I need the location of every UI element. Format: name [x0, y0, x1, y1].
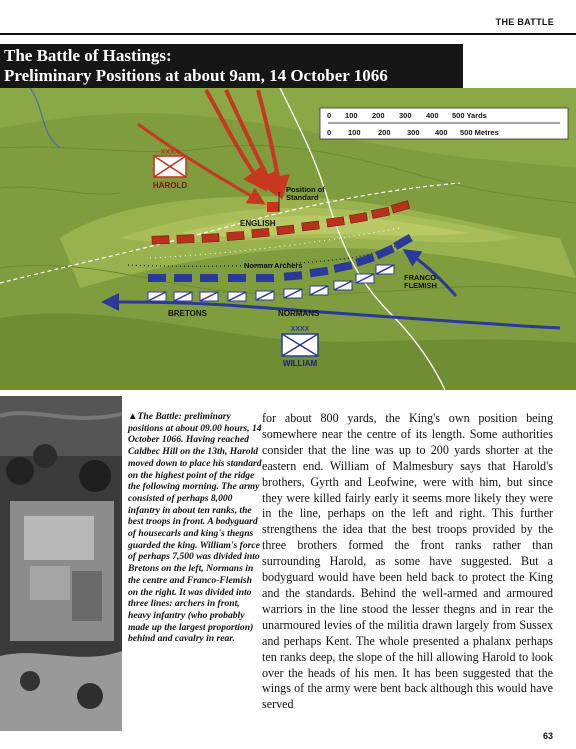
- scale-yards-200: 200: [372, 111, 385, 120]
- english-unit: [252, 228, 270, 237]
- norman-infantry-unit: [174, 274, 192, 282]
- scale-metres-0: 0: [327, 128, 332, 137]
- map-title-line-2: Preliminary Positions at about 9am, 14 October 1066: [4, 66, 388, 85]
- norman-infantry-unit: [200, 274, 218, 282]
- norman-cavalry-unit: [148, 292, 166, 301]
- norman-cavalry-unit: [284, 289, 302, 298]
- body-text: for about 800 yards, the King's own position being somewhere near the centre of its length. Some authorities consider that the line was up to 200 yards shorter at the eastern end. William of Malmesbury says that Harold's brothers, Gyrth and Leofwine, were with him, but since they were killed fairly early it seems more likely they were in the line, perhaps on the left and right. This further strengthens the idea that the best troops provided by the three brothers formed the front ranks rather than surrounding Harold, as some have suggested. But a bodyguard would have been held back to protect the King and the standards. Behind the well-armed and armoured warriors in the line stood the lesser thegns and in rear the unarmoured levies of the militia drawn largely from Sussex and perhaps Kent. The whole presented a phalanx perhaps ten ranks deep, the slope of the hill allowing Harold to look over the heads of his men. It has been suggested that the wings of the army were bent back although this would have served: [262, 411, 553, 712]
- section-header: THE BATTLE: [495, 17, 554, 27]
- scale-yards-0: 0: [327, 111, 332, 120]
- william-label: WILLIAM: [282, 359, 318, 368]
- norman-infantry-unit: [148, 274, 166, 282]
- scale-yards-100: 100: [345, 111, 358, 120]
- norman-cavalry-unit: [376, 265, 394, 274]
- photo-tree: [79, 460, 111, 492]
- map-title-line-1: The Battle of Hastings:: [4, 46, 172, 65]
- photo-abbey-building: [24, 516, 94, 560]
- photo-slope: [0, 651, 122, 731]
- standard-icon: [267, 202, 279, 212]
- photo-fields: [0, 396, 122, 456]
- english-unit: [227, 231, 245, 240]
- aerial-photo: [0, 396, 122, 731]
- scale-bar: [320, 108, 568, 139]
- franco-flemish-label-line-1: FRANCO-: [404, 273, 439, 282]
- battle-map: [0, 88, 576, 390]
- norman-archers-label: Norman Archers: [244, 261, 303, 270]
- norman-cavalry-unit: [334, 281, 352, 290]
- harold-army-size: XXXX: [160, 149, 180, 156]
- english-unit: [277, 225, 295, 235]
- photo-tree: [33, 444, 57, 468]
- scale-yards-300: 300: [399, 111, 412, 120]
- scale-metres-400: 400: [435, 128, 448, 137]
- norman-infantry-unit: [284, 271, 303, 281]
- scale-metres-300: 300: [407, 128, 420, 137]
- photo-tree: [6, 457, 34, 485]
- scale-metres-100: 100: [348, 128, 361, 137]
- photo-tree: [77, 683, 103, 709]
- norman-infantry-unit: [256, 274, 274, 282]
- scale-metres-500: 500 Metres: [460, 128, 499, 137]
- english-unit: [302, 221, 320, 231]
- norman-cavalry-unit: [256, 291, 274, 300]
- english-unit: [152, 236, 169, 245]
- photo-tree: [20, 671, 40, 691]
- norman-cavalry-unit: [356, 274, 374, 283]
- harold-label: HAROLD: [152, 181, 188, 190]
- scale-yards-400: 400: [426, 111, 439, 120]
- english-unit: [177, 235, 194, 244]
- norman-cavalry-unit: [228, 292, 246, 301]
- map-title-box: [0, 44, 463, 88]
- page-number: 63: [542, 731, 553, 741]
- norman-infantry-unit: [228, 274, 246, 282]
- franco-flemish-label-line-2: FLEMISH: [404, 281, 437, 290]
- map-caption: ▲The Battle: preliminary positions at about 09.00 hours, 14 October 1066. Having reached Caldbec Hill on the 13th, Harold moved down to place his standard on the highest point of the ridge the following morning. The army consisted of perhaps 8,000 infantry in about ten ranks, the best troops in front. A bodyguard of housecarls and king's thegns guarded the king. William's force of perhaps 7,500 was divided into Bretons on the left, Normans in the centre and Franco-Flemish on the right. It was divided into three lines: archers in front, heavy infantry (who probably made up the largest proportion) behind and cavalry in rear.: [128, 411, 262, 645]
- photo-abbey-ruin: [72, 571, 102, 621]
- william-army-size: XXXX: [290, 326, 310, 333]
- normans-label: NORMANS: [278, 309, 320, 318]
- scale-metres-200: 200: [378, 128, 391, 137]
- norman-cavalry-unit: [200, 292, 218, 301]
- scale-yards-500: 500 Yards: [452, 111, 487, 120]
- header-rule: [0, 33, 576, 35]
- photo-abbey-wing: [30, 566, 70, 600]
- english-label: ENGLISH: [240, 219, 276, 228]
- standard-label-line-2: Standard: [286, 193, 319, 202]
- norman-cavalry-unit: [310, 286, 328, 295]
- norman-cavalry-unit: [174, 292, 192, 301]
- english-unit: [202, 234, 219, 243]
- bretons-label: BRETONS: [168, 309, 207, 318]
- standard-label-line-1: Position of: [286, 185, 325, 194]
